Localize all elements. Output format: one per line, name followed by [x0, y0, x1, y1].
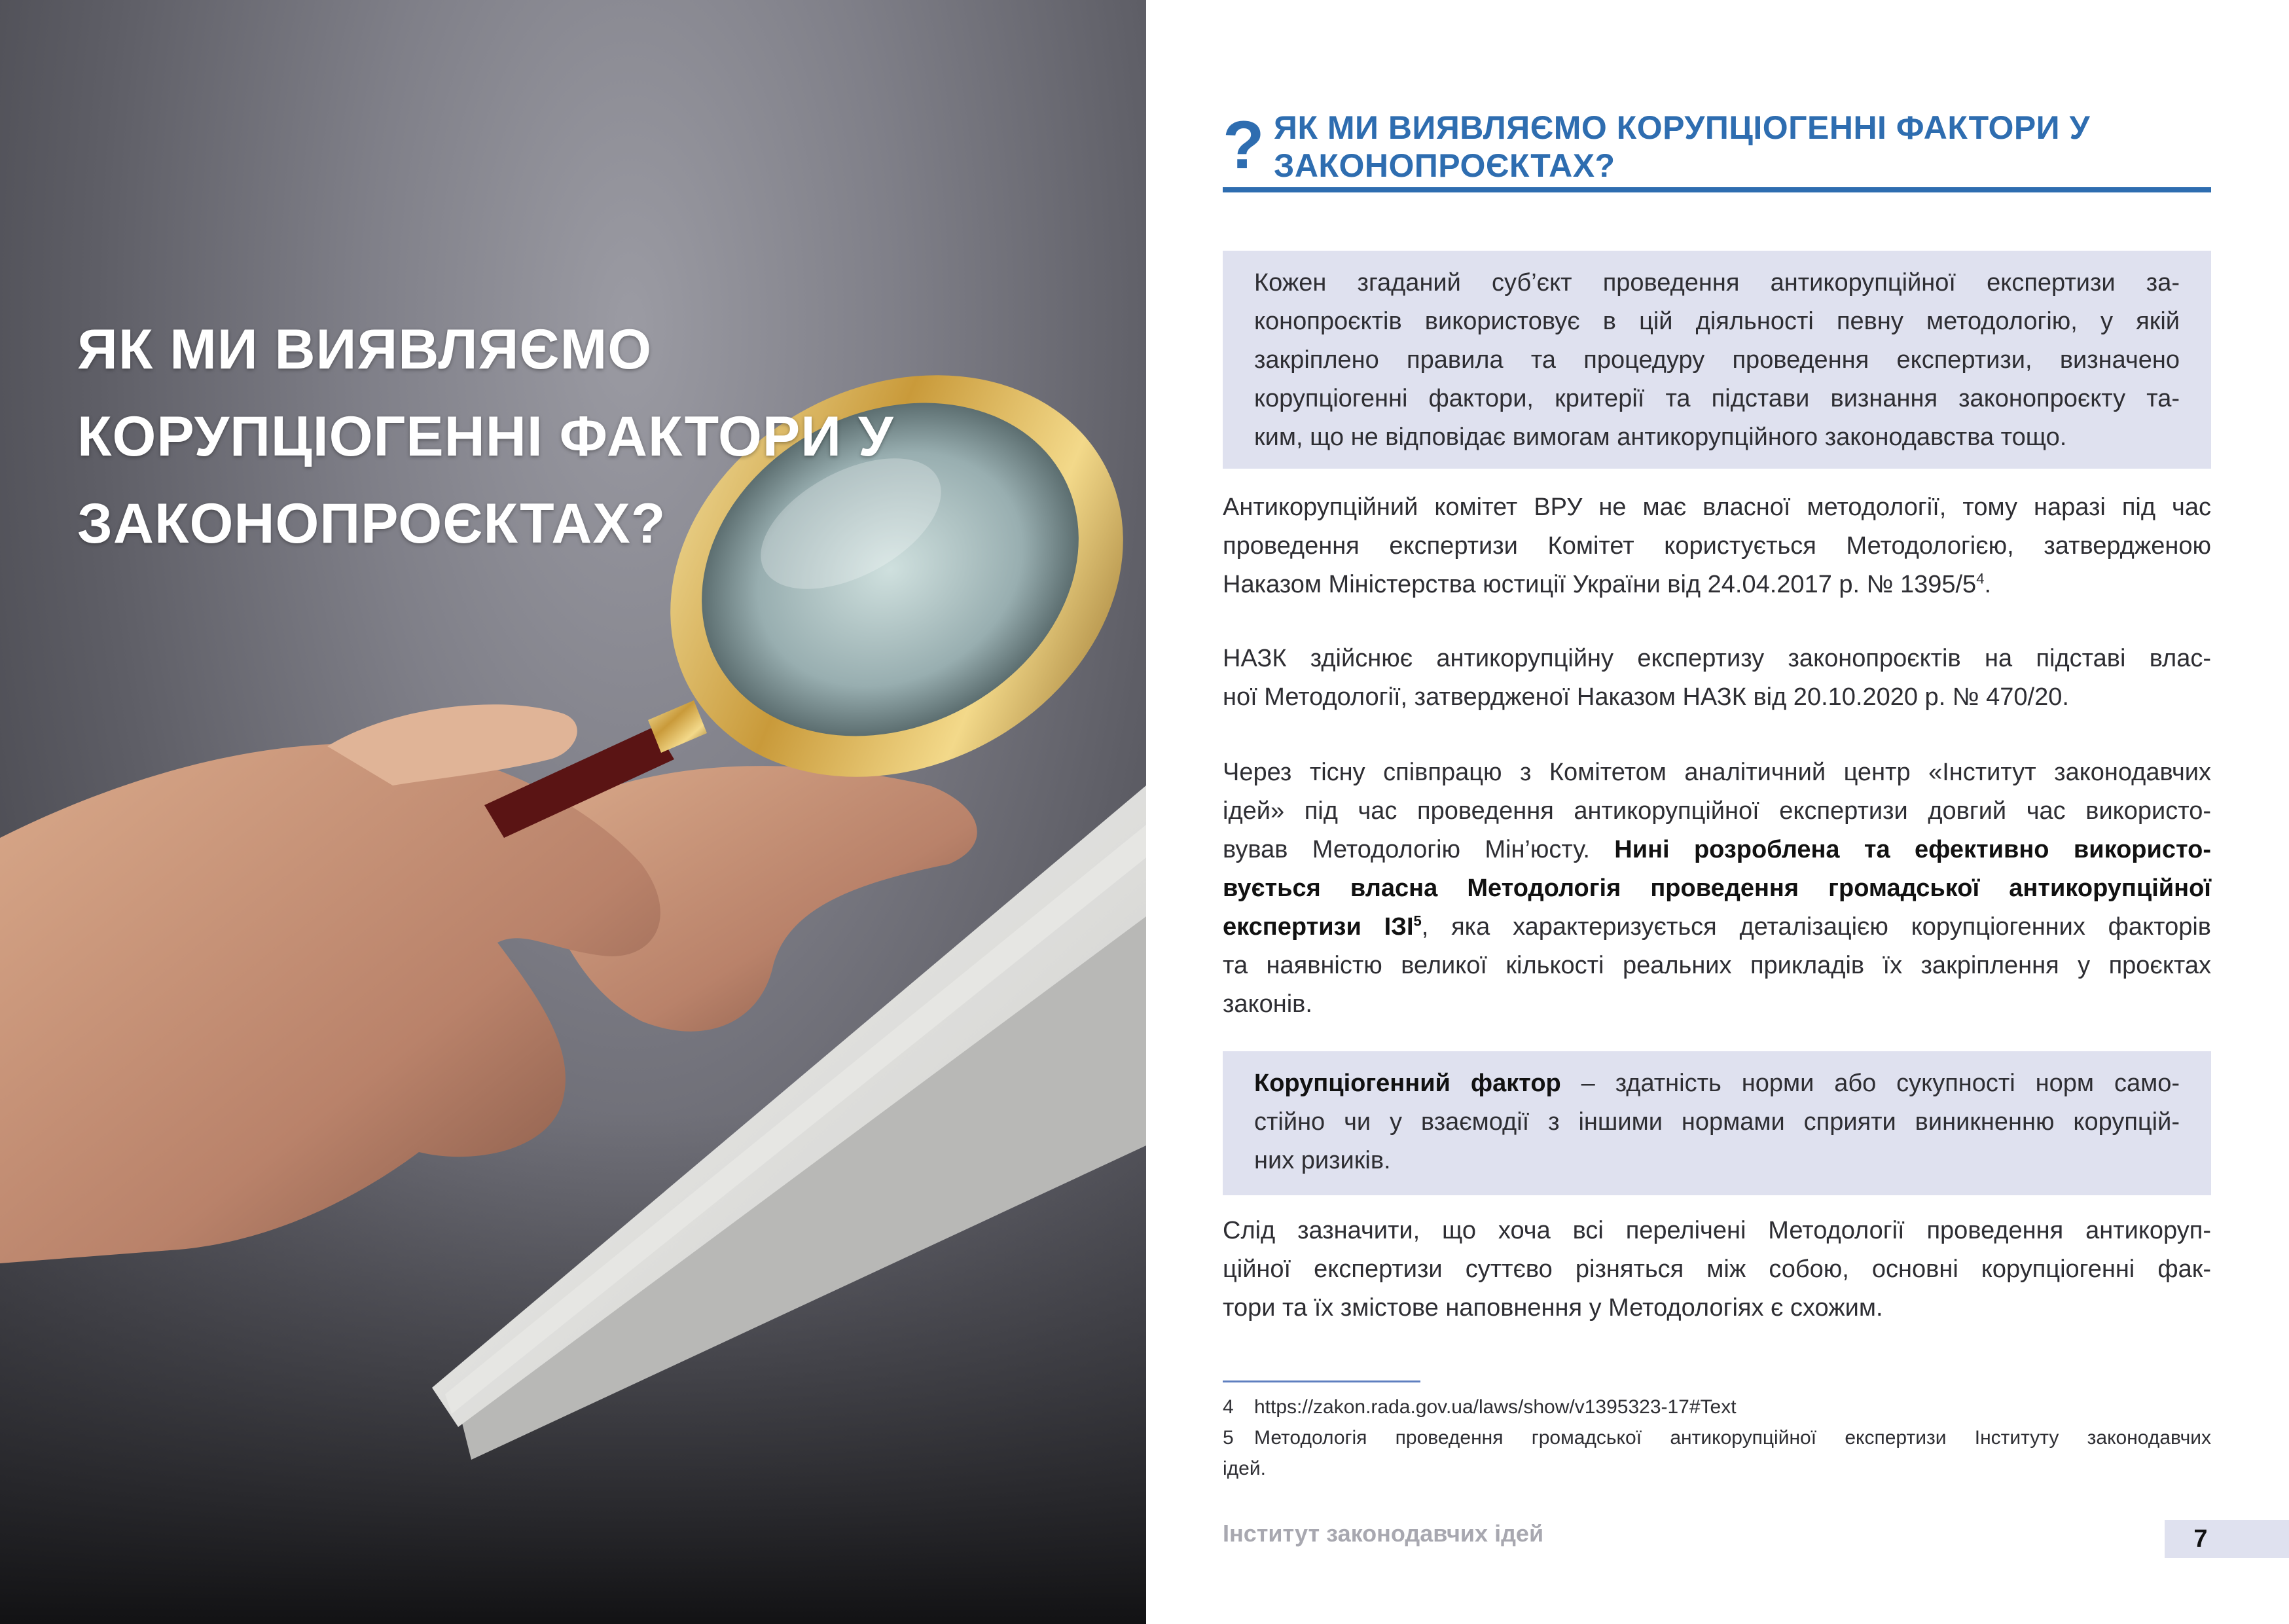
section-title-line: ЗАКОНОПРОЄКТАХ?	[1274, 147, 1615, 184]
definition-callout	[1223, 1051, 2211, 1195]
callout-line: корупціогенні фактори, критерії та підстави визнання законопроєкту та-	[1254, 385, 2180, 412]
page-number-tab	[2165, 1520, 2289, 1558]
section-title	[1274, 109, 2090, 185]
callout-line: ким, що не відповідає вимогам антикорупційного законодавства тощо.	[1254, 424, 2067, 451]
definition-text: – здатність норми або сукупності норм само-	[1560, 1070, 2180, 1097]
definition-line: стійно чи у взаємодії з іншими нормами сприяти виникненню корупцій-	[1254, 1108, 2180, 1136]
paragraph-line: тори та їх змістове наповнення у Методологіях є схожим.	[1223, 1294, 1883, 1322]
cover-title	[77, 306, 994, 568]
paragraph-conclusion	[1223, 1212, 2211, 1327]
emphasis-text: Нині розроблена та ефективно використо-	[1614, 836, 2211, 863]
emphasis-line: вується власна Методологія проведення громадської антикорупційної	[1223, 875, 2211, 902]
paragraph-line-end: .	[1984, 571, 1992, 598]
paragraph-line	[1223, 908, 2211, 947]
footnote-5	[1223, 1422, 2211, 1453]
page-number: 7	[2193, 1525, 2208, 1553]
section-title-line: ЯК МИ ВИЯВЛЯЄМО КОРУПЦІОГЕННІ ФАКТОРИ У	[1274, 109, 2091, 146]
footnote-number: 4	[1223, 1396, 1234, 1418]
footnote-4	[1223, 1392, 2211, 1422]
paragraph-line: Слід зазначити, що хоча всі перелічені Методології проведення антикоруп-	[1223, 1217, 2211, 1244]
paragraph-line: та наявністю великої кількості реальних прикладів їх закріплення у проєктах	[1223, 952, 2211, 979]
callout-line: закріплено правила та процедуру проведення експертизи, визначено	[1254, 346, 2180, 374]
footnote-ref-5[interactable]: 5	[1413, 912, 1422, 929]
paragraph-line: ційної експертизи суттєво різняться між собою, основні корупціогенні фак-	[1223, 1255, 2211, 1283]
methodology-callout	[1223, 251, 2211, 469]
cover-title-line: ЯК МИ ВИЯВЛЯЄМО	[77, 318, 653, 381]
paragraph-line-text: , яка характеризується деталізацією корупціогенних факторів	[1421, 913, 2211, 941]
footnotes	[1223, 1392, 2211, 1484]
footnote-link[interactable]: https://zakon.rada.gov.ua/laws/show/v1395323-17#Text	[1254, 1396, 1737, 1418]
callout-line: Кожен згаданий суб’єкт проведення антикорупційної експертизи за-	[1254, 269, 2180, 297]
paragraph-line: ної Методології, затвердженої Наказом НАЗК від 20.10.2020 р. № 470/20.	[1223, 683, 2069, 711]
paragraph-line: проведення експертизи Комітет користується Методологією, затвердженою	[1223, 532, 2211, 560]
definition-term: Корупціогенний фактор	[1254, 1070, 1561, 1097]
footnote-text: Методологія проведення громадської антикорупційної експертизи Інституту законодавчих	[1254, 1427, 2211, 1449]
definition-line: них ризиків.	[1254, 1147, 1391, 1174]
paragraph-committee	[1223, 488, 2211, 604]
definition-line	[1254, 1064, 2180, 1103]
footnote-5-continued: ідей.	[1223, 1458, 1266, 1479]
footnote-ref-4[interactable]: 4	[1976, 570, 1985, 587]
emphasis-text: експертизи ІЗІ	[1223, 913, 1414, 941]
cover-title-line: ЗАКОНОПРОЄКТАХ?	[77, 492, 666, 555]
paragraph-line: Через тісну співпрацю з Комітетом аналітичний центр «Інститут законодавчих	[1223, 759, 2211, 786]
callout-line: конопроєктів використовує в цій діяльності певну методологію, у якій	[1254, 308, 2180, 335]
paragraph-line-text: вував Методологію Мін’юсту.	[1223, 836, 1615, 863]
question-mark-icon: ?	[1223, 107, 1265, 183]
paragraph-line: НАЗК здійснює антикорупційну експертизу законопроєктів на підставі влас-	[1223, 645, 2211, 672]
text-page	[1146, 0, 2289, 1624]
paragraph-izi	[1223, 753, 2211, 1024]
paragraph-line	[1223, 566, 2211, 604]
footnote-divider	[1223, 1380, 1420, 1382]
footer-org-name: Інститут законодавчих ідей	[1223, 1520, 1544, 1547]
paragraph-nazk	[1223, 640, 2211, 717]
paragraph-line: законів.	[1223, 990, 1312, 1018]
footnote-number: 5	[1223, 1427, 1234, 1449]
paragraph-line: Антикорупційний комітет ВРУ не має власної методології, тому наразі під час	[1223, 494, 2211, 521]
cover-title-line: КОРУПЦІОГЕННІ ФАКТОРИ У	[77, 405, 894, 468]
paragraph-line: ідей» під час проведення антикорупційної експертизи довгий час використо-	[1223, 797, 2211, 825]
heading-divider	[1223, 187, 2211, 192]
paragraph-line	[1223, 831, 2211, 869]
paragraph-line-text: Наказом Міністерства юстиції України від 24.04.2017 р. № 1395/5	[1223, 571, 1977, 598]
